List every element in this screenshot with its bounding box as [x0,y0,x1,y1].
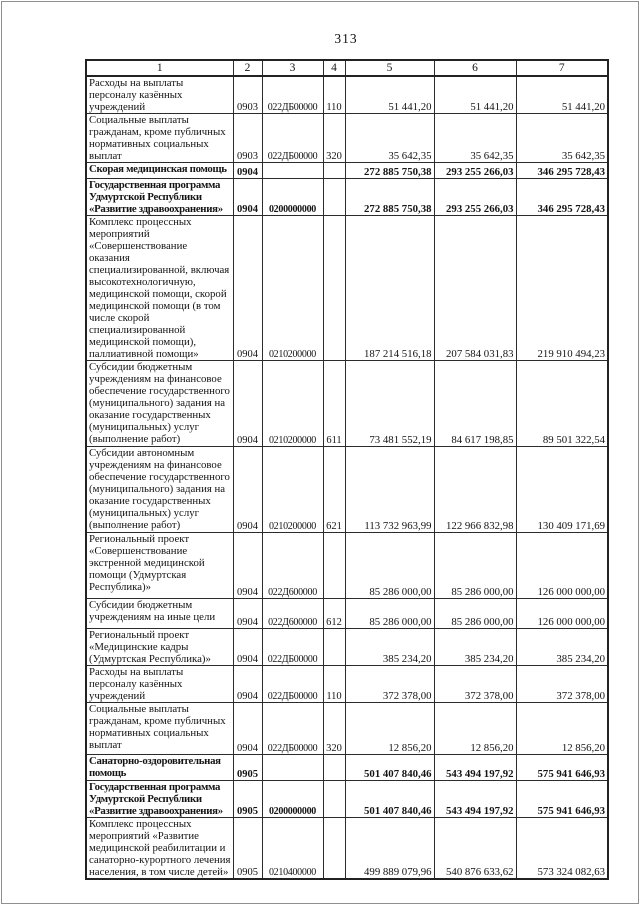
section-code-cell: 0905 [233,781,262,818]
expense-type-code-cell: 110 [323,76,345,114]
amount-year1-cell: 272 885 750,38 [345,179,434,216]
expense-type-code-cell [323,179,345,216]
expense-type-code-cell: 611 [323,361,345,447]
table-body [86,76,608,879]
amount-year3-cell: 573 324 082,63 [516,818,608,880]
target-article-code-cell: 022ДБ00000 [262,76,323,114]
expense-name-cell: Субсидии автономным учреждениям на финансовое обеспечение государственного (муниципального) задания на оказание государственных (муниципальных) услуг (выполнение работ) [86,447,233,533]
amount-year3-cell: 575 941 646,93 [516,781,608,818]
amount-year1-cell: 272 885 750,38 [345,163,434,179]
amount-year1-cell: 499 889 079,96 [345,818,434,880]
section-code-cell: 0904 [233,361,262,447]
target-article-code-cell: 022Д600000 [262,599,323,629]
expense-type-code-cell: 612 [323,599,345,629]
column-number-row [86,60,608,76]
amount-year2-cell: 51 441,20 [434,76,516,114]
column-number-6: 6 [434,60,516,76]
target-article-code-cell: 022Д600000 [262,533,323,599]
table-row [86,818,608,880]
amount-year3-cell: 12 856,20 [516,703,608,755]
column-number-5: 5 [345,60,434,76]
section-code-cell: 0904 [233,533,262,599]
amount-year3-cell: 575 941 646,93 [516,755,608,781]
target-article-code-cell: 0210400000 [262,818,323,880]
amount-year2-cell: 372 378,00 [434,666,516,703]
section-code-cell: 0903 [233,76,262,114]
amount-year2-cell: 122 966 832,98 [434,447,516,533]
amount-year3-cell: 35 642,35 [516,114,608,163]
page-number: 313 [334,31,358,46]
table-row [86,533,608,599]
section-code-cell: 0904 [233,666,262,703]
expense-name-cell: Региональный проект «Медицинские кадры (Удмуртская Республика)» [86,629,233,666]
amount-year3-cell: 219 910 494,23 [516,216,608,361]
expense-name-cell: Расходы на выплаты персоналу казённых учреждений [86,666,233,703]
target-article-code-cell [262,163,323,179]
table-header [86,60,608,76]
column-number-3: 3 [262,60,323,76]
expense-type-code-cell: 110 [323,666,345,703]
expense-name-cell: Комплекс процессных мероприятий «Развитие медицинской реабилитации и санаторно-курортного лечения населения, в том числе детей» [86,818,233,880]
amount-year3-cell: 130 409 171,69 [516,447,608,533]
amount-year2-cell: 543 494 197,92 [434,755,516,781]
table-row [86,216,608,361]
amount-year1-cell: 113 732 963,99 [345,447,434,533]
expense-type-code-cell [323,163,345,179]
table-row [86,163,608,179]
amount-year2-cell: 543 494 197,92 [434,781,516,818]
table-row [86,703,608,755]
amount-year2-cell: 35 642,35 [434,114,516,163]
expense-name-cell: Комплекс процессных мероприятий «Совершенствование оказания специализированной, включая высокотехнологичную, медицинской помощи, скорой медицинской помощи (в том числе скорой специализированной медицинской помощи), паллиативной помощи» [86,216,233,361]
expense-type-code-cell [323,533,345,599]
section-code-cell: 0905 [233,818,262,880]
expense-name-cell: Скорая медицинская помощь [86,163,233,179]
target-article-code-cell: 0210200000 [262,361,323,447]
amount-year2-cell: 85 286 000,00 [434,533,516,599]
expense-type-code-cell: 320 [323,703,345,755]
expense-name-cell: Государственная программа Удмуртской Республики «Развитие здравоохранения» [86,179,233,216]
target-article-code-cell: 0210200000 [262,216,323,361]
section-code-cell: 0903 [233,114,262,163]
section-code-cell: 0904 [233,599,262,629]
column-number-4: 4 [323,60,345,76]
table-row [86,755,608,781]
amount-year2-cell: 293 255 266,03 [434,163,516,179]
amount-year2-cell: 293 255 266,03 [434,179,516,216]
amount-year3-cell: 51 441,20 [516,76,608,114]
section-code-cell: 0904 [233,179,262,216]
table-row [86,781,608,818]
expense-type-code-cell: 320 [323,114,345,163]
table-row [86,76,608,114]
amount-year2-cell: 12 856,20 [434,703,516,755]
target-article-code-cell: 0200000000 [262,179,323,216]
amount-year2-cell: 385 234,20 [434,629,516,666]
expense-name-cell: Санаторно-оздоровительная помощь [86,755,233,781]
amount-year3-cell: 89 501 322,54 [516,361,608,447]
section-code-cell: 0904 [233,163,262,179]
column-number-7: 7 [516,60,608,76]
amount-year1-cell: 12 856,20 [345,703,434,755]
amount-year3-cell: 372 378,00 [516,666,608,703]
amount-year2-cell: 84 617 198,85 [434,361,516,447]
amount-year2-cell: 207 584 031,83 [434,216,516,361]
expense-type-code-cell [323,818,345,880]
section-code-cell: 0904 [233,447,262,533]
target-article-code-cell: 022ДБ00000 [262,666,323,703]
section-code-cell: 0904 [233,629,262,666]
table-row [86,666,608,703]
amount-year1-cell: 385 234,20 [345,629,434,666]
amount-year1-cell: 85 286 000,00 [345,533,434,599]
amount-year3-cell: 126 000 000,00 [516,533,608,599]
table-row [86,629,608,666]
expense-type-code-cell [323,629,345,666]
amount-year1-cell: 51 441,20 [345,76,434,114]
expense-type-code-cell [323,216,345,361]
target-article-code-cell: 022ДБ00000 [262,629,323,666]
table-row [86,447,608,533]
table-row [86,361,608,447]
expense-name-cell: Субсидии бюджетным учреждениям на финансовое обеспечение государственного (муниципального) задания на оказание государственных (муниципальных) услуг (выполнение работ) [86,361,233,447]
section-code-cell: 0905 [233,755,262,781]
amount-year3-cell: 346 295 728,43 [516,179,608,216]
expense-type-code-cell [323,755,345,781]
amount-year2-cell: 540 876 633,62 [434,818,516,880]
amount-year1-cell: 501 407 840,46 [345,755,434,781]
target-article-code-cell [262,755,323,781]
amount-year3-cell: 346 295 728,43 [516,163,608,179]
column-number-2: 2 [233,60,262,76]
amount-year1-cell: 187 214 516,18 [345,216,434,361]
section-code-cell: 0904 [233,216,262,361]
amount-year3-cell: 385 234,20 [516,629,608,666]
column-number-1: 1 [86,60,233,76]
expense-name-cell: Субсидии бюджетным учреждениям на иные цели [86,599,233,629]
amount-year3-cell: 126 000 000,00 [516,599,608,629]
budget-expenditure-table [85,59,609,880]
amount-year1-cell: 85 286 000,00 [345,599,434,629]
target-article-code-cell: 022ДБ00000 [262,114,323,163]
expense-name-cell: Социальные выплаты гражданам, кроме публичных нормативных социальных выплат [86,703,233,755]
amount-year1-cell: 73 481 552,19 [345,361,434,447]
section-code-cell: 0904 [233,703,262,755]
expense-type-code-cell: 621 [323,447,345,533]
expense-name-cell: Региональный проект «Совершенствование экстренной медицинской помощи (Удмуртская Республика)» [86,533,233,599]
table-row [86,599,608,629]
expense-name-cell: Расходы на выплаты персоналу казённых учреждений [86,76,233,114]
expense-type-code-cell [323,781,345,818]
amount-year1-cell: 35 642,35 [345,114,434,163]
table-row [86,114,608,163]
amount-year2-cell: 85 286 000,00 [434,599,516,629]
amount-year1-cell: 501 407 840,46 [345,781,434,818]
target-article-code-cell: 0200000000 [262,781,323,818]
expense-name-cell: Государственная программа Удмуртской Республики «Развитие здравоохранения» [86,781,233,818]
expense-name-cell: Социальные выплаты гражданам, кроме публичных нормативных социальных выплат [86,114,233,163]
amount-year1-cell: 372 378,00 [345,666,434,703]
target-article-code-cell: 0210200000 [262,447,323,533]
target-article-code-cell: 022ДБ00000 [262,703,323,755]
table-row [86,179,608,216]
